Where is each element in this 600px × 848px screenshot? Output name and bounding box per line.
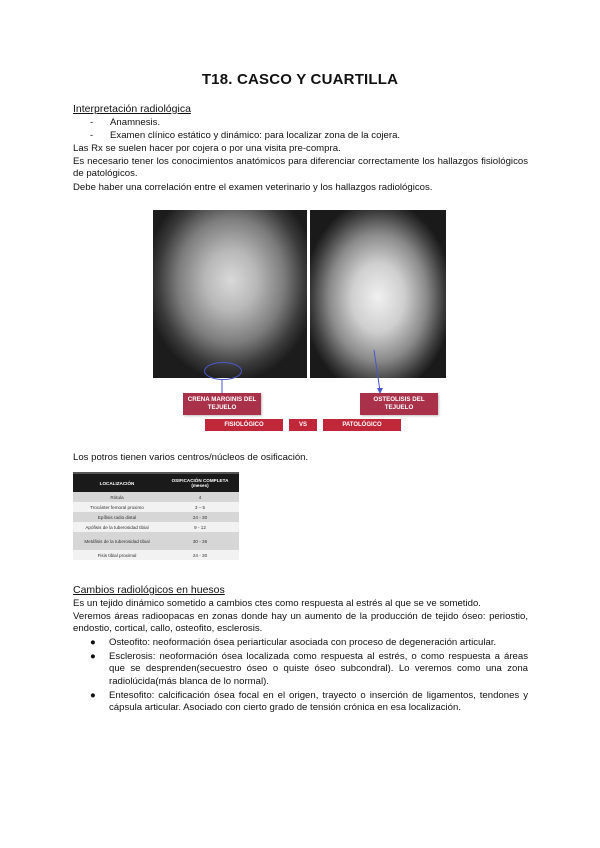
table-cell: Metáfisis de la tuberosidad tibial <box>73 532 161 550</box>
paragraph: Las Rx se suelen hacer por cojera o por una visita pre-compra. <box>73 143 341 154</box>
paragraph: Debe haber una correlación entre el examen veterinario y los hallazgos radiológicos. <box>73 182 433 193</box>
dash-item: - Anamnesis. <box>90 117 161 128</box>
table-cell: 24 - 30 <box>161 512 239 522</box>
dash-item: - Examen clínico estático y dinámico: para localizar zona de la cojera. <box>90 130 401 141</box>
label-crena-marginis: CRENA MARGINIS DEL TEJUELO <box>183 393 261 415</box>
bullet-item-esclerosis: ● Esclerosis: neoformación ósea localizada como respuesta al estrés, o como respuesta a áreas que se desprenden(secuestro óseo o quiste óseo subcondral). Lo veremos como una zona radiolúcida(más blanca de lo normal). <box>90 651 528 687</box>
paragraph-potros: Los potros tienen varios centros/núcleos de osificación. <box>73 452 309 463</box>
table-row <box>73 550 239 560</box>
label-vs: VS <box>289 419 317 431</box>
table-row <box>73 492 239 502</box>
bullet-item-osteofito: ● Osteofito: neoformación ósea periarticular asociada con proceso de degeneración articular. <box>90 637 497 648</box>
table-header-cell: OSIFICACIÓN COMPLETA (meses) <box>161 474 239 492</box>
table-cell: 30 - 36 <box>161 532 239 550</box>
dash-marker: - <box>90 117 94 128</box>
ossification-table <box>73 474 239 560</box>
dash-marker: - <box>90 130 94 141</box>
table-cell: Apófisis de la tuberosidad tibial <box>73 522 161 532</box>
table-row <box>73 502 239 512</box>
bullet-marker: ● <box>90 651 96 662</box>
paragraph: Es un tejido dinámico sometido a cambios ctes como respuesta al estrés al que se ve sometido. <box>73 598 481 609</box>
section-heading-interpretacion: Interpretación radiológica <box>73 103 191 115</box>
bullet-item-entesofito: ● Entesofito: calcificación ósea focal en el origen, trayecto o inserción de ligamentos, tendones y cápsula articular. Asociado con cierto grado de tensión crónica en esa localización. <box>90 690 528 714</box>
paragraph: Veremos áreas radioopacas en zonas donde hay un aumento de la producción de tejido óseo: periostio, endostio, cortical, callo, osteofito, esclerosis. <box>73 611 528 635</box>
label-osteolisis: OSTEOLISIS DEL TEJUELO <box>360 393 438 415</box>
table-cell: Fisis tibial proximal <box>73 550 161 560</box>
table-row <box>73 532 239 550</box>
table-cell: Epífisis radio distal <box>73 512 161 522</box>
table-cell: 24 - 30 <box>161 550 239 560</box>
table-row <box>73 522 239 532</box>
table-cell: 9 - 12 <box>161 522 239 532</box>
table-cell: 3 – 5 <box>161 502 239 512</box>
label-patologico: PATOLÓGICO <box>323 419 401 431</box>
label-fisiologico: FISIOLÓGICO <box>205 419 283 431</box>
page-title: T18. CASCO Y CUARTILLA <box>201 71 399 88</box>
table-cell: Trocánter femoral proximo <box>73 502 161 512</box>
bullet-marker: ● <box>90 637 96 648</box>
section-heading-cambios: Cambios radiológicos en huesos <box>73 584 225 596</box>
table-header-row <box>73 474 239 492</box>
table-cell: Rótula <box>73 492 161 502</box>
arrow-line-right <box>374 350 380 391</box>
table-row <box>73 512 239 522</box>
paragraph: Es necesario tener los conocimientos anatómicos para diferenciar correctamente los hallazgos fisiológicos de patológicos. <box>73 156 528 180</box>
table-cell: 4 <box>161 492 239 502</box>
table-header-cell: LOCALIZACIÓN <box>73 474 161 492</box>
bullet-marker: ● <box>90 690 96 701</box>
